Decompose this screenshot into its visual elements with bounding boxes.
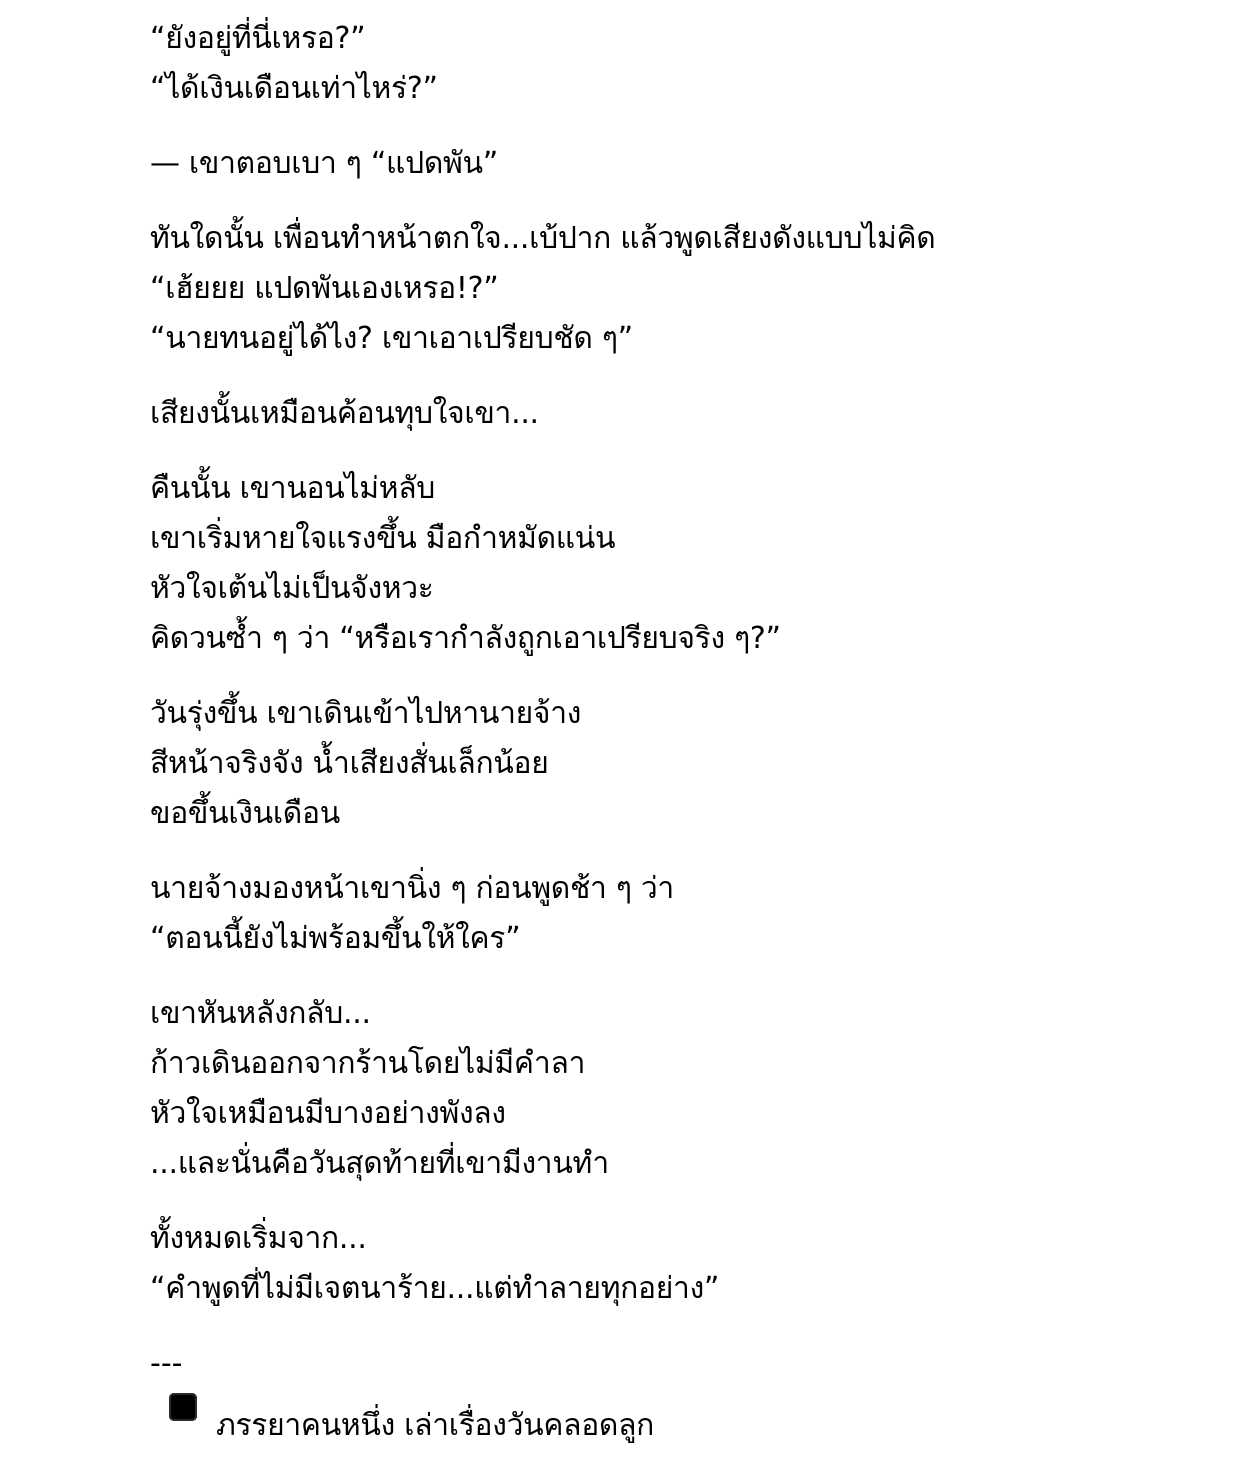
section-divider: --- <box>150 1346 183 1381</box>
text-line: คิดวนซ้ำ ๆ ว่า “หรือเรากำลังถูกเอาเปรียบจริง ๆ?” <box>150 621 781 656</box>
paragraph-friend-reaction <box>150 214 1210 364</box>
text-line: “คำพูดที่ไม่มีเจตนาร้าย...แต่ทำลายทุกอย่าง” <box>150 1271 720 1306</box>
next-section-heading <box>150 1393 1210 1453</box>
black-square-icon <box>169 1393 197 1421</box>
paragraph-leaving <box>150 989 1210 1189</box>
text-line: ทันใดนั้น เพื่อนทำหน้าตกใจ...เบ้ปาก แล้วพูดเสียงดังแบบไม่คิด <box>150 221 936 256</box>
text-line: คืนนั้น เขานอนไม่หลับ <box>150 471 436 506</box>
text-line: ขอขึ้นเงินเดือน <box>150 796 340 831</box>
text-line: “ได้เงินเดือนเท่าไหร่?” <box>150 71 438 106</box>
text-line: “เฮ้ยยย แปดพันเองเหรอ!?” <box>150 271 499 306</box>
text-line: เขาหันหลังกลับ... <box>150 996 371 1031</box>
text-line: หัวใจเต้นไม่เป็นจังหวะ <box>150 571 434 606</box>
text-line: “ตอนนี้ยังไม่พร้อมขึ้นให้ใคร” <box>150 921 521 956</box>
paragraph-impact <box>150 389 1210 439</box>
next-section-title: ภรรยาคนหนึ่ง เล่าเรื่องวันคลอดลูก <box>216 1408 655 1443</box>
paragraph-friend-questions <box>150 14 1210 114</box>
text-line: ก้าวเดินออกจากร้านโดยไม่มีคำลา <box>150 1046 586 1081</box>
text-line: เขาเริ่มหายใจแรงขึ้น มือกำหมัดแน่น <box>150 521 616 556</box>
text-line: — เขาตอบเบา ๆ “แปดพัน” <box>150 146 498 181</box>
paragraph-moral <box>150 1214 1210 1314</box>
paragraph-answer <box>150 139 1210 189</box>
paragraph-employer <box>150 864 1210 964</box>
text-line: ...และนั่นคือวันสุดท้ายที่เขามีงานทำ <box>150 1146 609 1181</box>
story-document <box>150 14 1210 1453</box>
text-line: เสียงนั้นเหมือนค้อนทุบใจเขา... <box>150 396 539 431</box>
text-line: สีหน้าจริงจัง น้ำเสียงสั่นเล็กน้อย <box>150 746 549 781</box>
text-line: วันรุ่งขึ้น เขาเดินเข้าไปหานายจ้าง <box>150 696 582 731</box>
paragraph-night <box>150 464 1210 664</box>
text-line: ทั้งหมดเริ่มจาก... <box>150 1221 367 1256</box>
paragraph-next-day <box>150 689 1210 839</box>
text-line: หัวใจเหมือนมีบางอย่างพังลง <box>150 1096 506 1131</box>
text-line: นายจ้างมองหน้าเขานิ่ง ๆ ก่อนพูดช้า ๆ ว่า <box>150 871 674 906</box>
text-line: “นายทนอยู่ได้ไง? เขาเอาเปรียบชัด ๆ” <box>150 321 633 356</box>
text-line: “ยังอยู่ที่นี่เหรอ?” <box>150 21 366 56</box>
